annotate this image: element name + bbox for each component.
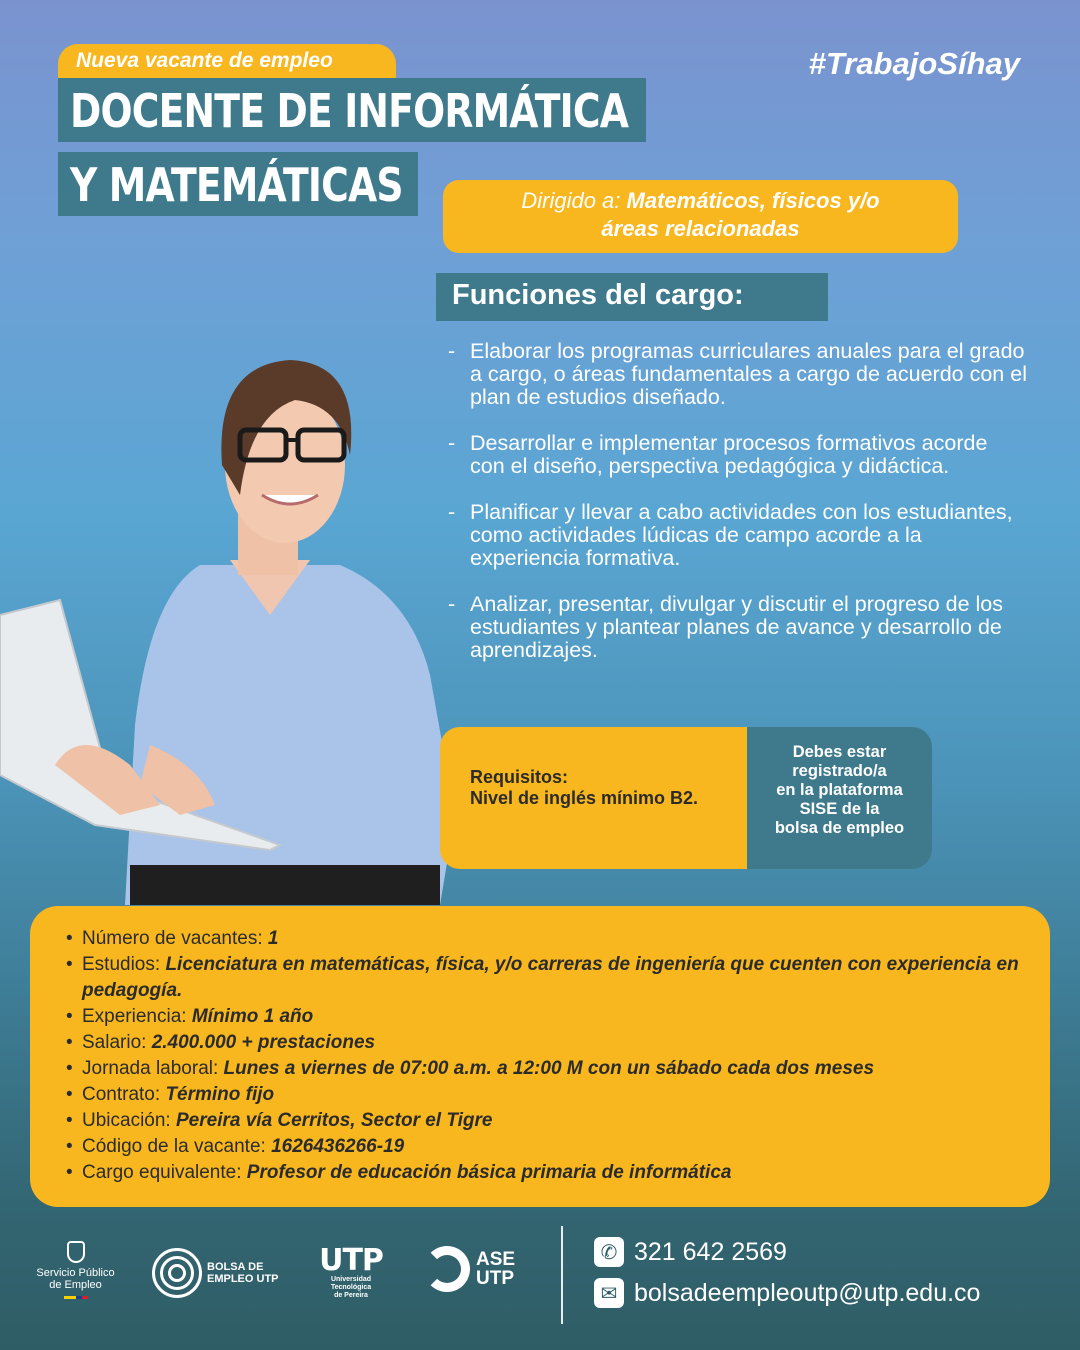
- job-details-box: [30, 906, 1050, 1207]
- footer: [0, 1215, 1080, 1350]
- detail-studies: • Estudios: Licenciatura en matemáticas, física, y/o carreras de ingeniería que cuenten con experiencia en pedagogía.: [66, 952, 1050, 1004]
- hashtag: #TrabajoSíhay: [808, 46, 1020, 81]
- functions-title: Funciones del cargo:: [436, 273, 828, 321]
- recycle-circle-icon: [424, 1246, 470, 1292]
- footer-divider: [561, 1226, 563, 1324]
- flag-bar-icon: [64, 1296, 88, 1299]
- bolsa-empleo-logo: BOLSA DE EMPLEO UTP: [152, 1248, 279, 1298]
- spe-logo: Servicio Público de Empleo: [28, 1241, 123, 1299]
- function-item: - Desarrollar e implementar procesos formativos acorde con el diseño, perspectiva pedagógica y didáctica.: [448, 431, 988, 478]
- requirements-panel: [440, 727, 747, 869]
- coat-of-arms-icon: [67, 1241, 85, 1263]
- concentric-circles-icon: [152, 1248, 202, 1298]
- email-contact[interactable]: [594, 1278, 980, 1308]
- detail-salary: • Salario: 2.400.000 + prestaciones: [66, 1030, 1050, 1056]
- phone-contact[interactable]: [594, 1237, 787, 1267]
- requirements-text: Nivel de inglés mínimo B2.: [470, 788, 699, 808]
- requirements-box: [440, 727, 932, 869]
- target-audience-value-1: Matemáticos, físicos y/o: [626, 188, 880, 213]
- job-title-line-2: Y MATEMÁTICAS: [58, 152, 418, 216]
- ase-utp-logo: ASE UTP: [424, 1246, 515, 1292]
- detail-vacancies: • Número de vacantes: 1: [66, 926, 1050, 952]
- new-vacancy-tag: Nueva vacante de empleo: [58, 44, 396, 84]
- function-item: - Elaborar los programas curriculares anuales para el grado a cargo, o áreas fundamentales a cargo de acuerdo con el plan de estudios diseñado.: [448, 339, 1027, 409]
- target-audience-value-2: áreas relacionadas: [601, 216, 800, 241]
- registration-note: Debes estar registrado/a en la plataforma SISE de la bolsa de empleo: [747, 727, 932, 869]
- detail-contract: • Contrato: Término fijo: [66, 1082, 1050, 1108]
- target-audience-label: Dirigido a:: [521, 188, 621, 213]
- job-details-list: [66, 926, 1050, 1186]
- teacher-photo: [0, 345, 470, 905]
- utp-logo: UTP Universidad Tecnológica de Pereira: [319, 1243, 383, 1299]
- envelope-icon: ✉: [594, 1278, 624, 1308]
- function-item: - Planificar y llevar a cabo actividades con los estudiantes, como actividades lúdicas de campo acorde a la experiencia formativa.: [448, 500, 1013, 570]
- detail-experience: • Experiencia: Mínimo 1 año: [66, 1004, 1050, 1030]
- phone-icon: ✆: [594, 1237, 624, 1267]
- email-address[interactable]: bolsadeempleoutp@utp.edu.co: [634, 1278, 981, 1307]
- detail-location: • Ubicación: Pereira vía Cerritos, Sector el Tigre: [66, 1108, 1050, 1134]
- function-item: - Analizar, presentar, divulgar y discutir el progreso de los estudiantes y plantear planes de avance y desarrollo de aprendizajes.: [448, 592, 1003, 662]
- detail-equivalent-role: • Cargo equivalente: Profesor de educación básica primaria de informática: [66, 1160, 1050, 1186]
- phone-number[interactable]: 321 642 2569: [634, 1237, 787, 1266]
- functions-list: [448, 340, 1028, 685]
- job-title-line-1: DOCENTE DE INFORMÁTICA: [58, 78, 646, 142]
- requirements-title: Requisitos:: [470, 767, 569, 787]
- detail-schedule: • Jornada laboral: Lunes a viernes de 07:00 a.m. a 12:00 M con un sábado cada dos meses: [66, 1056, 1050, 1082]
- target-audience-box: [443, 180, 958, 253]
- detail-vacancy-code: • Código de la vacante: 1626436266-19: [66, 1134, 1050, 1160]
